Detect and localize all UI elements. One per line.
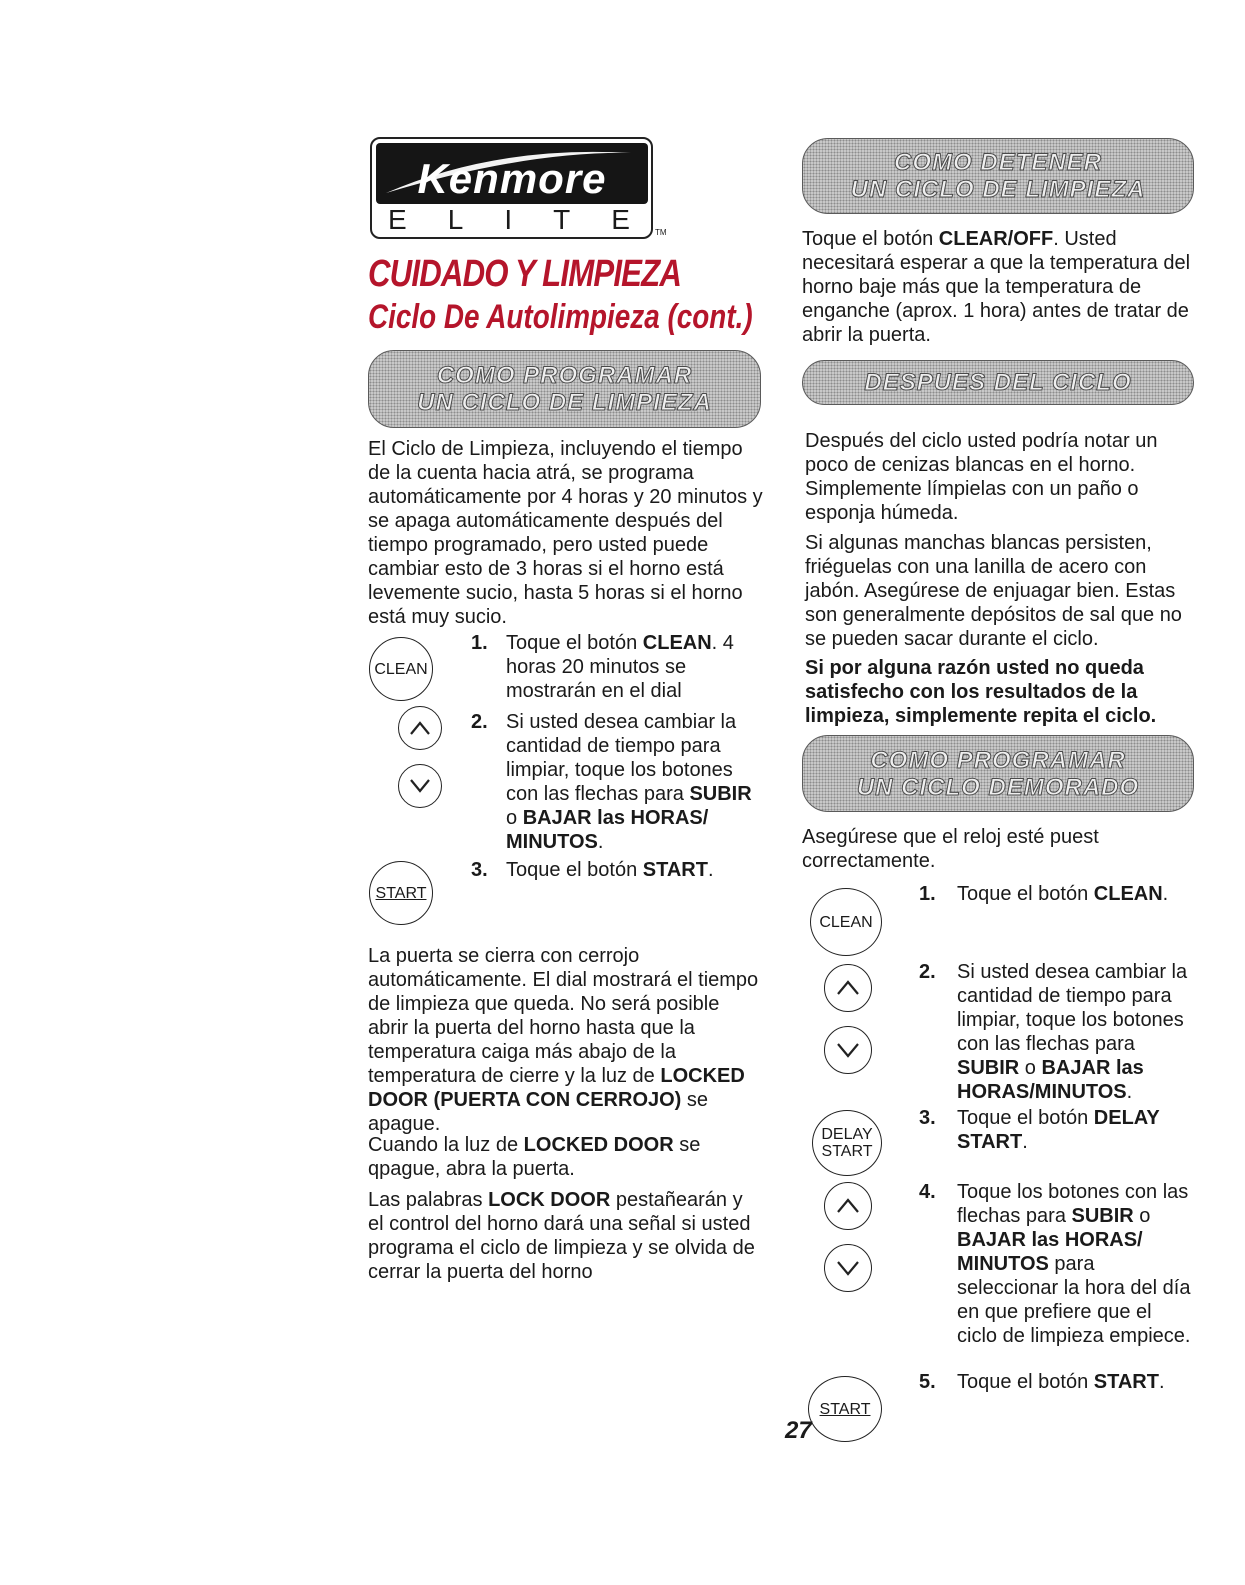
delay-step-2-text: Si usted desea cambiar la cantidad de tiempo para limpiar, toque los botones con las flechas para SUBIR o BAJAR las HORAS/MINUTOS. — [957, 961, 1188, 1103]
section-header-program-clean — [368, 350, 761, 428]
step-number: 1. — [471, 632, 488, 654]
locked-door-paragraph: La puerta se cierra con cerrojo automáticamente. El dial mostrará el tiempo de limpieza que queda. No será posible abrir la puerta del horno hasta que la temperatura caiga más abajo de la temperatura de cierre y la luz de LOCKED DOOR (PUERTA CON CERROJO) se apague. — [368, 945, 759, 1135]
step-number: 3. — [919, 1107, 936, 1129]
logo-elite: E L I T E — [388, 204, 630, 235]
header-line-2: UN CICLO DE LIMPIEZA — [850, 176, 1146, 203]
arrow-down-icon — [824, 1244, 872, 1292]
header-line-1: COMO PROGRAMAR — [870, 746, 1126, 774]
delay-step-5-text: Toque el botón START. — [957, 1371, 1165, 1393]
page-subtitle: Ciclo De Autolimpieza (cont.) — [368, 298, 753, 336]
step-number: 2. — [471, 711, 488, 733]
clean-button-icon: CLEAN — [369, 637, 433, 701]
step-2-text: Si usted desea cambiar la cantidad de tiempo para limpiar, toque los botones con las flechas para SUBIR o BAJAR las HORAS/ MINUTOS. — [506, 711, 752, 853]
header-line-1: COMO PROGRAMAR — [436, 362, 693, 389]
step-1-text: Toque el botón CLEAN. 4 horas 20 minutos se mostrarán en el dial — [506, 632, 734, 702]
header-line-2: UN CICLO DE LIMPIEZA — [417, 389, 712, 416]
step-number: 2. — [919, 961, 936, 983]
after-paragraph-3: Si por alguna razón usted no queda satisfecho con los resultados de la limpieza, simplemente repita el ciclo. — [805, 657, 1157, 727]
after-paragraph-2: Si algunas manchas blancas persisten, friéguelas con una lanilla de acero con jabón. Asegúrese de enjuagar bien. Estas son generalmente depósitos de sal que no se pueden sacar durante el ciclo. — [805, 532, 1182, 650]
logo-banner — [376, 143, 648, 204]
header-line-1: DESPUES DEL CICLO — [864, 369, 1132, 396]
open-door-paragraph: Cuando la luz de LOCKED DOOR se qpague, abra la puerta. — [368, 1134, 701, 1180]
header-line-1: COMO DETENER — [893, 149, 1102, 176]
stop-paragraph: Toque el botón CLEAR/OFF. Usted necesitará esperar a que la temperatura del horno baje más que la temperatura de enganche (aprox. 1 hora) antes de tratar de abrir la puerta. — [802, 228, 1191, 346]
clean-button-icon: CLEAN — [810, 888, 882, 956]
section-header-after-cycle — [802, 360, 1194, 405]
intro-paragraph: El Ciclo de Limpieza, incluyendo el tiempo de la cuenta hacia atrá, se programa automáticamente por 4 horas y 20 minutos y se apaga automáticamente después del tiempo programado, pero usted puede cambiar esto de 3 horas si el horno está levemente sucio, hasta 5 horas si el horno está muy sucio. — [368, 438, 763, 628]
lock-door-paragraph: Las palabras LOCK DOOR pestañearán y el control del horno dará una señal si usted programa el ciclo de limpieza y se olvida de cerrar la puerta del horno — [368, 1189, 755, 1283]
delay-step-4-text: Toque los botones con las flechas para SUBIR o BAJAR las HORAS/ MINUTOS para seleccionar la hora del día en que prefiere que el ciclo de limpieza empiece. — [957, 1181, 1191, 1347]
delay-step-1-text: Toque el botón CLEAN. — [957, 883, 1169, 905]
arrow-up-icon — [824, 964, 872, 1012]
start-button-icon: START — [369, 861, 433, 925]
arrow-up-icon — [824, 1182, 872, 1230]
page-title: CUIDADO Y LIMPIEZA — [368, 253, 682, 295]
after-paragraph-1: Después del ciclo usted podría notar un poco de cenizas blancas en el horno. Simplemente límpielas con un paño o esponja húmeda. — [805, 430, 1158, 524]
header-line-2: UN CICLO DEMORADO — [856, 773, 1140, 801]
arrow-down-icon — [824, 1026, 872, 1074]
section-header-program-delay — [802, 735, 1194, 812]
start-button-icon: START — [808, 1376, 882, 1442]
page-number: 27 — [785, 1417, 812, 1444]
arrow-down-icon — [398, 764, 442, 808]
logo-brand: Kenmore — [417, 155, 607, 202]
step-3-text: Toque el botón START. — [506, 859, 714, 881]
delay-start-button-icon: DELAY START — [812, 1110, 882, 1176]
delay-intro: Asegúrese que el reloj esté puest correctamente. — [802, 826, 1099, 872]
delay-step-3-text: Toque el botón DELAY START. — [957, 1107, 1160, 1153]
step-number: 3. — [471, 859, 488, 881]
logo-trademark: TM — [655, 228, 667, 237]
section-header-stop-clean — [802, 138, 1194, 214]
step-number: 4. — [919, 1181, 936, 1203]
arrow-up-icon — [398, 706, 442, 750]
step-number: 5. — [919, 1371, 936, 1393]
step-number: 1. — [919, 883, 936, 905]
